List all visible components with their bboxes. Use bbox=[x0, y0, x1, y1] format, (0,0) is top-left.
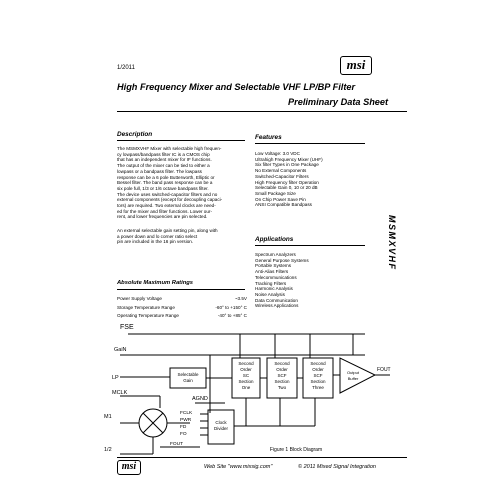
description-line: that has an independent mixer for IF functions. bbox=[117, 157, 212, 163]
fd-label: FD bbox=[180, 425, 187, 430]
description-paragraph-1 bbox=[117, 146, 249, 220]
ratings-heading: Absolute Maximum Ratings bbox=[117, 280, 194, 286]
description-paragraph-2 bbox=[117, 228, 249, 245]
description-line: six pole full, 1/3 or 1/6 octave bandpass filter. bbox=[117, 185, 209, 191]
description-line: pin are included in the 16 pin version. bbox=[117, 239, 194, 245]
block-text: Two bbox=[277, 385, 287, 390]
application-item: Data Communication bbox=[255, 297, 298, 303]
block-text: Buffer bbox=[347, 376, 359, 381]
header-rule bbox=[117, 111, 407, 112]
feature-item: High Frequency filter Operation bbox=[255, 179, 319, 185]
title-line-2: Preliminary Data Sheet bbox=[288, 97, 389, 107]
rating-value: -60° to +150° C bbox=[215, 304, 247, 310]
block-text: Gain bbox=[183, 378, 193, 383]
mclk-label: MCLK bbox=[112, 390, 128, 396]
block-text: Output bbox=[346, 370, 360, 375]
feature-item: Low Voltage: 3.0 VDC bbox=[255, 151, 300, 156]
rating-label: Operating Temperature Range bbox=[117, 313, 179, 318]
features-heading: Features bbox=[255, 134, 282, 141]
rating-row bbox=[117, 305, 249, 314]
footer-rule bbox=[117, 457, 407, 458]
block-text: Selectable bbox=[177, 372, 199, 377]
block-text: Second bbox=[274, 361, 290, 366]
application-item: Portable Systems bbox=[255, 263, 291, 269]
application-item: Tracking Filters bbox=[255, 280, 287, 286]
fclk-label: FCLK bbox=[180, 411, 193, 416]
block-text: Second bbox=[238, 361, 254, 366]
feature-item: No External Components bbox=[255, 168, 307, 174]
block-text: Section bbox=[310, 379, 326, 384]
description-line: The output of the mixer can be tied to either a bbox=[117, 163, 210, 169]
description-line: The MSMXVHF Mixer with selectable high frequen- bbox=[117, 146, 222, 151]
rating-value: -40° to +85° C bbox=[217, 313, 247, 318]
block-text: One bbox=[241, 385, 251, 390]
application-item: General Purpose Systems bbox=[255, 257, 309, 263]
description-line: external components (except for decoupling capaci- bbox=[117, 197, 223, 203]
application-item: Wireless Applications bbox=[255, 303, 299, 309]
description-line: The device uses switched-capacitor filters and no bbox=[117, 191, 218, 197]
block-text: SCF bbox=[277, 373, 287, 378]
pwr-label: PWR bbox=[180, 418, 192, 423]
date-label: 1/2011 bbox=[117, 65, 135, 71]
title-line-1: High Frequency Mixer and Selectable VHF LP/BP Filter bbox=[117, 82, 356, 92]
msi-logo: msi bbox=[340, 56, 372, 75]
block-text: Divider bbox=[213, 426, 229, 431]
block-text: Section bbox=[238, 379, 254, 384]
ratings-rule bbox=[117, 289, 245, 290]
application-item: Noise Analysis bbox=[255, 291, 285, 297]
fo-label: FO bbox=[180, 432, 187, 437]
rating-label: Storage Temperature Range bbox=[117, 304, 175, 310]
footer-website: Web Site "www.mixsig.com" bbox=[204, 464, 273, 470]
application-item: Harmonic Analysis bbox=[255, 286, 293, 292]
block-text: SCF bbox=[313, 373, 323, 378]
footer-msi-logo: msi bbox=[117, 460, 141, 475]
features-rule bbox=[255, 143, 365, 144]
application-item: Telecommunications bbox=[255, 274, 297, 280]
description-line: a power down and lo corner ratio select bbox=[117, 233, 198, 239]
description-line: rent, and lower frequencies are pin selected. bbox=[117, 214, 208, 220]
m1-label: M1 bbox=[104, 414, 112, 420]
rating-label: Power Supply Voltage bbox=[117, 296, 162, 301]
output-buffer-label bbox=[347, 370, 360, 381]
fout-left-label: FOUT bbox=[170, 442, 184, 447]
rating-row bbox=[117, 296, 249, 305]
description-line: lowpass or a bandpass filter. The lowpass bbox=[117, 168, 202, 174]
description-line: ed for the mixer and filter functions. Lower our- bbox=[117, 208, 212, 214]
selectable-gain-label bbox=[177, 372, 199, 383]
description-line: response can be a 6 pole Butterworth, Elliptic or bbox=[117, 174, 215, 180]
application-item: Anti-Alias Filters bbox=[255, 269, 289, 275]
rating-value: ~3.5V bbox=[234, 296, 247, 301]
application-item: Spectrum Analyzers bbox=[255, 252, 296, 257]
agnd-label: AGND bbox=[192, 396, 208, 402]
block-text: Second bbox=[310, 361, 326, 366]
features-list bbox=[255, 151, 375, 208]
block-text: Order bbox=[276, 367, 288, 372]
feature-item: Selectable Gain 0, 10 or 20 dB bbox=[255, 185, 318, 191]
description-rule bbox=[117, 140, 245, 141]
block-diagram bbox=[100, 318, 400, 458]
block-text: Section bbox=[274, 379, 290, 384]
applications-list bbox=[255, 252, 375, 309]
feature-item: Switched-Capacitor Filters bbox=[255, 173, 309, 179]
lp-label: LP bbox=[112, 375, 119, 381]
block-text: Order bbox=[312, 367, 324, 372]
clock-divider-label bbox=[214, 420, 229, 431]
block-text: SC bbox=[242, 373, 250, 378]
footer-copyright: © 2011 Mixed Signal Integration bbox=[298, 464, 376, 470]
figure-caption: Figure 1 Block Diagram bbox=[269, 447, 323, 453]
gain-label: GaiN bbox=[114, 347, 127, 353]
description-line: tors) are required. Two external clocks are need- bbox=[117, 203, 216, 209]
description-line: cy lowpass/bandpass filter IC is a CMOS chip bbox=[117, 151, 210, 157]
feature-item: ANSI Compatible Bandpass bbox=[255, 202, 312, 208]
feature-item: Six filter Types in One Package bbox=[255, 162, 319, 168]
feature-item: Ultrahigh Frequency Mixer (UHF) bbox=[255, 156, 323, 162]
side-part-number: MSMXVHF bbox=[387, 215, 397, 271]
block-text: Order bbox=[240, 367, 252, 372]
description-heading: Description bbox=[117, 131, 153, 138]
fse-label: FSE bbox=[120, 324, 134, 331]
block-text: Three bbox=[312, 385, 324, 390]
half-label: 1/2 bbox=[104, 447, 112, 453]
block-text: Clock bbox=[215, 420, 227, 425]
stage3-label bbox=[310, 361, 326, 390]
feature-item: On Chip Power Save Pin bbox=[255, 196, 306, 202]
applications-heading: Applications bbox=[255, 236, 294, 243]
fout-right-label: FOUT bbox=[377, 367, 391, 373]
description-line: Bessel filter. The band pass response can be a bbox=[117, 180, 213, 186]
description-line: An external selectable gain setting pin, along with bbox=[117, 228, 218, 233]
stage2-label bbox=[274, 361, 290, 390]
stage1-label bbox=[238, 361, 254, 390]
applications-rule bbox=[255, 245, 365, 246]
feature-item: Small Package Size bbox=[255, 190, 296, 196]
